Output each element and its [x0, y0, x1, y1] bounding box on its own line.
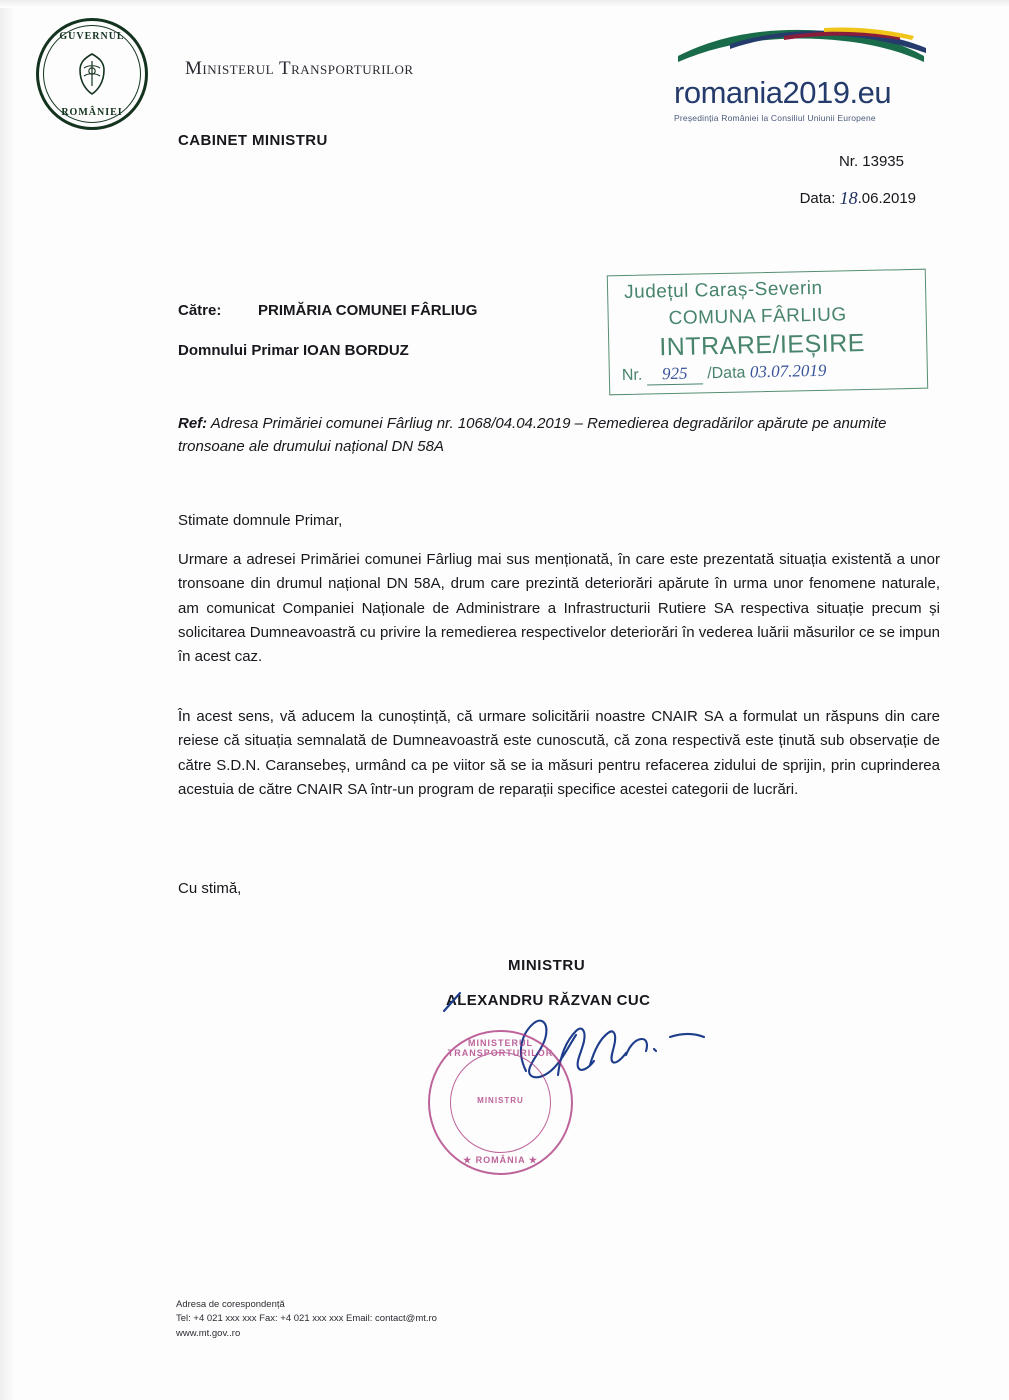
registry-stamp-county: Județul Caraș-Severin	[623, 277, 823, 303]
reference-line	[178, 412, 938, 459]
reference-text: Adresa Primăriei comunei Fârliug nr. 1068/04.04.2019 – Remedierea degradărilor apărute pe anumite tronsoane ale drumului național DN 58A	[178, 415, 887, 456]
footer-line-3: www.mt.gov..ro	[176, 1327, 241, 1339]
scan-edge-left	[0, 0, 16, 1400]
document-date-value: .06.2019	[857, 190, 916, 207]
registry-stamp-inout: INTRARE/IEȘIRE	[659, 328, 866, 362]
addressee-value: PRIMĂRIA COMUNEI FÂRLIUG	[258, 302, 478, 319]
scan-edge-top	[0, 0, 1009, 8]
body-paragraph-1: Urmare a adresei Primăriei comunei Fârliug mai sus menționată, în care este prezentată situația existentă a unor tronsoane din drumul național DN 58A, drum care prezintă deteriorări apărute în urma unor fenomene naturale, am comunicat Companiei Naționale de Administrare a Infrastructurii Rutiere SA respectiva situație precum și solicitarea Dumneavoastră cu privire la remedierea respectivelor deteriorări în vederea luării măsurilor ce se impun în acest caz.	[178, 551, 940, 666]
reference-label: Ref:	[178, 415, 208, 432]
registry-stamp-date-value: 03.07.2019	[749, 360, 827, 382]
registry-stamp	[607, 269, 928, 396]
ministry-round-stamp	[428, 1030, 573, 1175]
document-number	[839, 153, 904, 170]
document-number-value: 13935	[862, 153, 904, 170]
registry-stamp-commune: COMUNA FÂRLIUG	[668, 304, 847, 330]
document-date	[800, 187, 916, 208]
presidency-brand: romania2019.eu	[674, 75, 892, 110]
closing-line: Cu stimă,	[178, 880, 242, 897]
seal-text-bottom: ROMÂNIEI	[61, 107, 123, 118]
ministry-name: Ministerul Transporturilor	[185, 58, 414, 79]
seal-text-top: GUVERNUL	[59, 31, 125, 42]
presidency-logo	[674, 22, 944, 123]
addressee-mayor: Domnului Primar IOAN BORDUZ	[178, 342, 409, 359]
document-number-label: Nr.	[838, 153, 859, 170]
registry-stamp-date-label: /Data	[707, 364, 746, 383]
round-stamp-top-text: MINISTERUL TRANSPORTURILOR	[447, 1038, 554, 1058]
footer-line-1: Adresa de corespondență	[176, 1299, 285, 1310]
salutation: Stimate domnule Primar,	[178, 512, 343, 529]
presidency-subtitle: Președinția României la Consiliul Uniunii Europene	[674, 113, 876, 123]
document-date-label: Data:	[799, 190, 836, 207]
coat-of-arms-icon	[72, 52, 112, 96]
addressee-label: Către:	[178, 302, 222, 319]
footer-block	[176, 1298, 437, 1341]
addressee-line	[178, 302, 477, 319]
document-date-handwritten-day: 18	[839, 188, 858, 208]
signature-name: ALEXANDRU RĂZVAN CUC	[446, 992, 651, 1009]
registry-stamp-nr-value: 925	[647, 363, 703, 385]
round-stamp-bottom-text: ★ ROMÂNIA ★	[463, 1155, 538, 1165]
cabinet-label: CABINET MINISTRU	[178, 132, 328, 149]
footer-line-2: Tel: +4 021 xxx xxx Fax: +4 021 xxx xxx Email: contact@mt.ro	[176, 1313, 437, 1325]
government-seal-icon	[36, 18, 148, 130]
signature-title: MINISTRU	[508, 957, 586, 974]
body-paragraph-2: În acest sens, vă aducem la cunoștință, că urmare solicitării noastre CNAIR SA a formulat un răspuns din care reiese că situația semnalată de Dumneavoastră este cunoscută, că zona respectivă este ținută sub observație de către S.D.N. Caransebeș, urmând ca pe viitor să se ia măsuri pentru refacerea zidului de sprijin, prin cuprinderea acestuia de către CNAIR SA într-un program de reparații specifice acestei categorii de lucrări.	[178, 708, 940, 798]
registry-stamp-nr-label: Nr.	[621, 366, 643, 385]
round-stamp-mid-text: MINISTRU	[477, 1096, 524, 1105]
presidency-swoosh-icon	[674, 22, 934, 68]
registry-stamp-entry	[622, 361, 827, 386]
